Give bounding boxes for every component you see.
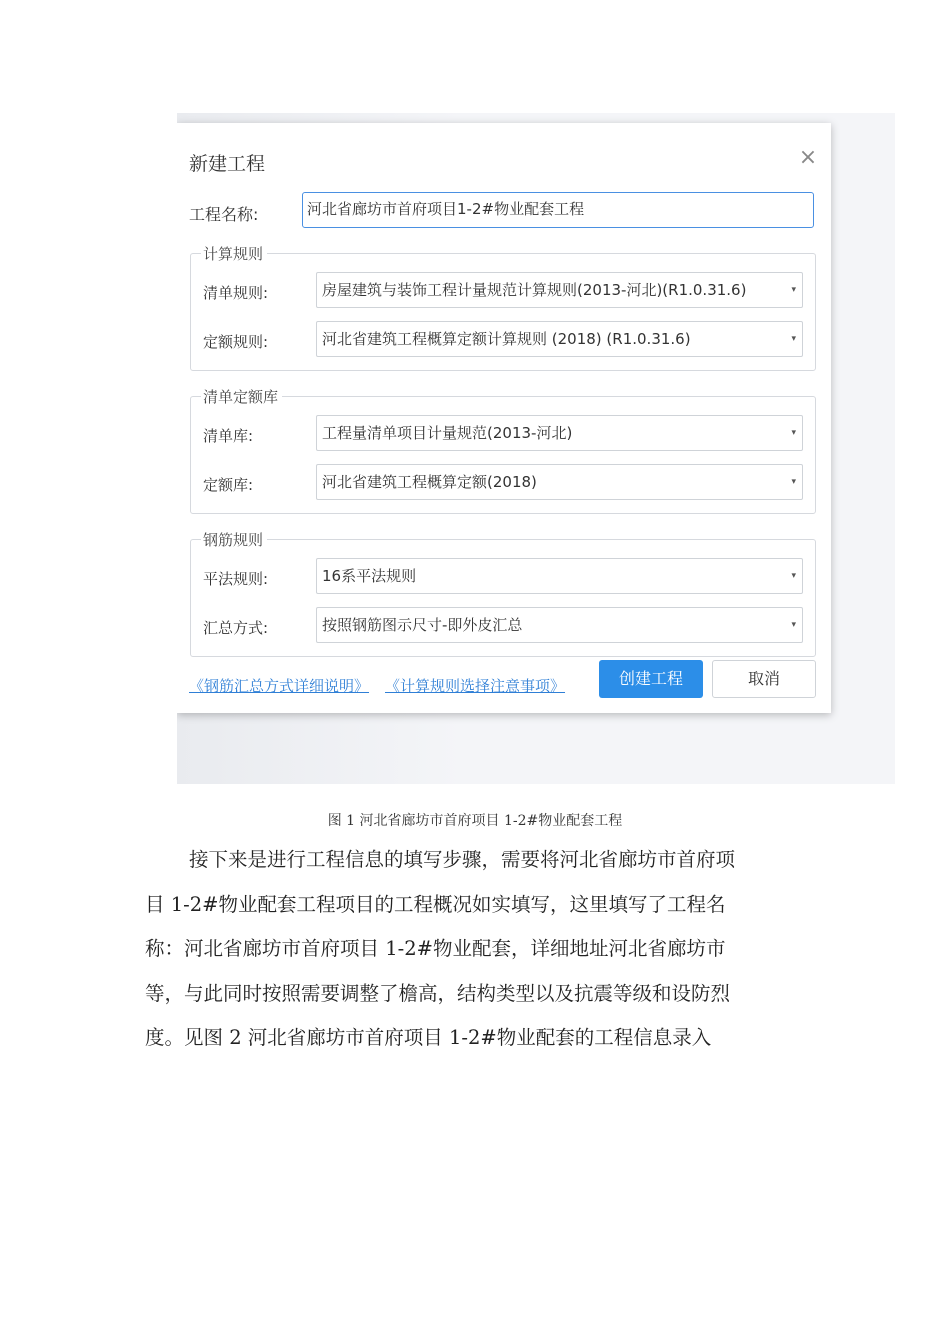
screenshot-figure bbox=[177, 113, 895, 784]
calc-rules-legend: 计算规则 bbox=[201, 243, 267, 264]
project-name-input[interactable]: 河北省廊坊市首府项目1-2#物业配套工程 bbox=[302, 192, 814, 228]
quota-rule-select[interactable] bbox=[316, 321, 803, 357]
chevron-down-icon: ▾ bbox=[791, 334, 796, 344]
quota-library-label: 定额库: bbox=[203, 476, 254, 494]
figure-caption: 图 1 河北省廊坊市首府项目 1-2#物业配套工程 bbox=[327, 813, 623, 829]
project-name-label: 工程名称: bbox=[189, 205, 259, 224]
flat-rule-select[interactable] bbox=[316, 558, 803, 594]
summary-method-value: 按照钢筋图示尺寸-即外皮汇总 bbox=[322, 616, 523, 634]
cancel-button[interactable]: 取消 bbox=[712, 660, 816, 698]
create-project-button[interactable]: 创建工程 bbox=[599, 660, 703, 698]
bill-library-label: 清单库: bbox=[203, 427, 254, 445]
dialog-title: 新建工程 bbox=[189, 153, 266, 175]
chevron-down-icon: ▾ bbox=[791, 620, 796, 630]
paragraph-line: 接下来是进行工程信息的填写步骤，需要将河北省廊坊市首府项 bbox=[189, 848, 736, 871]
library-group bbox=[190, 388, 816, 514]
chevron-down-icon: ▾ bbox=[791, 428, 796, 438]
chevron-down-icon: ▾ bbox=[791, 285, 796, 295]
chevron-down-icon: ▾ bbox=[791, 571, 796, 581]
summary-method-select[interactable] bbox=[316, 607, 803, 643]
flat-rule-value: 16系平法规则 bbox=[322, 567, 417, 585]
new-project-dialog bbox=[177, 123, 831, 713]
paragraph-line: 度。见图 2 河北省廊坊市首府项目 1-2#物业配套的工程信息录入 bbox=[145, 1026, 712, 1049]
bill-rule-value: 房屋建筑与装饰工程计量规范计算规则(2013-河北)(R1.0.31.6) bbox=[322, 281, 747, 299]
summary-method-label: 汇总方式: bbox=[203, 619, 269, 637]
library-legend: 清单定额库 bbox=[201, 386, 282, 407]
rebar-rules-legend: 钢筋规则 bbox=[201, 529, 267, 550]
flat-rule-label: 平法规则: bbox=[203, 570, 269, 588]
chevron-down-icon: ▾ bbox=[791, 477, 796, 487]
paragraph-line: 目 1-2#物业配套工程项目的工程概况如实填写，这里填写了工程名 bbox=[145, 892, 726, 916]
bill-rule-label: 清单规则: bbox=[203, 284, 269, 302]
body-paragraph bbox=[145, 838, 817, 1061]
paragraph-line: 等，与此同时按照需要调整了檐高，结构类型以及抗震等级和设防烈 bbox=[145, 981, 731, 1005]
rebar-rules-group bbox=[190, 531, 816, 657]
bill-rule-select[interactable] bbox=[316, 272, 803, 308]
calc-rule-notes-link[interactable]: 《计算规则选择注意事项》 bbox=[385, 677, 566, 695]
close-icon[interactable]: × bbox=[798, 145, 818, 170]
paragraph-line: 称：河北省廊坊市首府项目 1-2#物业配套，详细地址河北省廊坊市 bbox=[145, 937, 726, 960]
bill-library-select[interactable] bbox=[316, 415, 803, 451]
calc-rules-group bbox=[190, 245, 816, 371]
bill-library-value: 工程量清单项目计量规范(2013-河北) bbox=[322, 424, 573, 442]
quota-library-value: 河北省建筑工程概算定额(2018) bbox=[322, 473, 537, 491]
rebar-summary-help-link[interactable]: 《钢筋汇总方式详细说明》 bbox=[189, 677, 370, 695]
quota-rule-label: 定额规则: bbox=[203, 333, 269, 351]
quota-library-select[interactable] bbox=[316, 464, 803, 500]
quota-rule-value: 河北省建筑工程概算定额计算规则 (2018) (R1.0.31.6) bbox=[322, 330, 691, 348]
